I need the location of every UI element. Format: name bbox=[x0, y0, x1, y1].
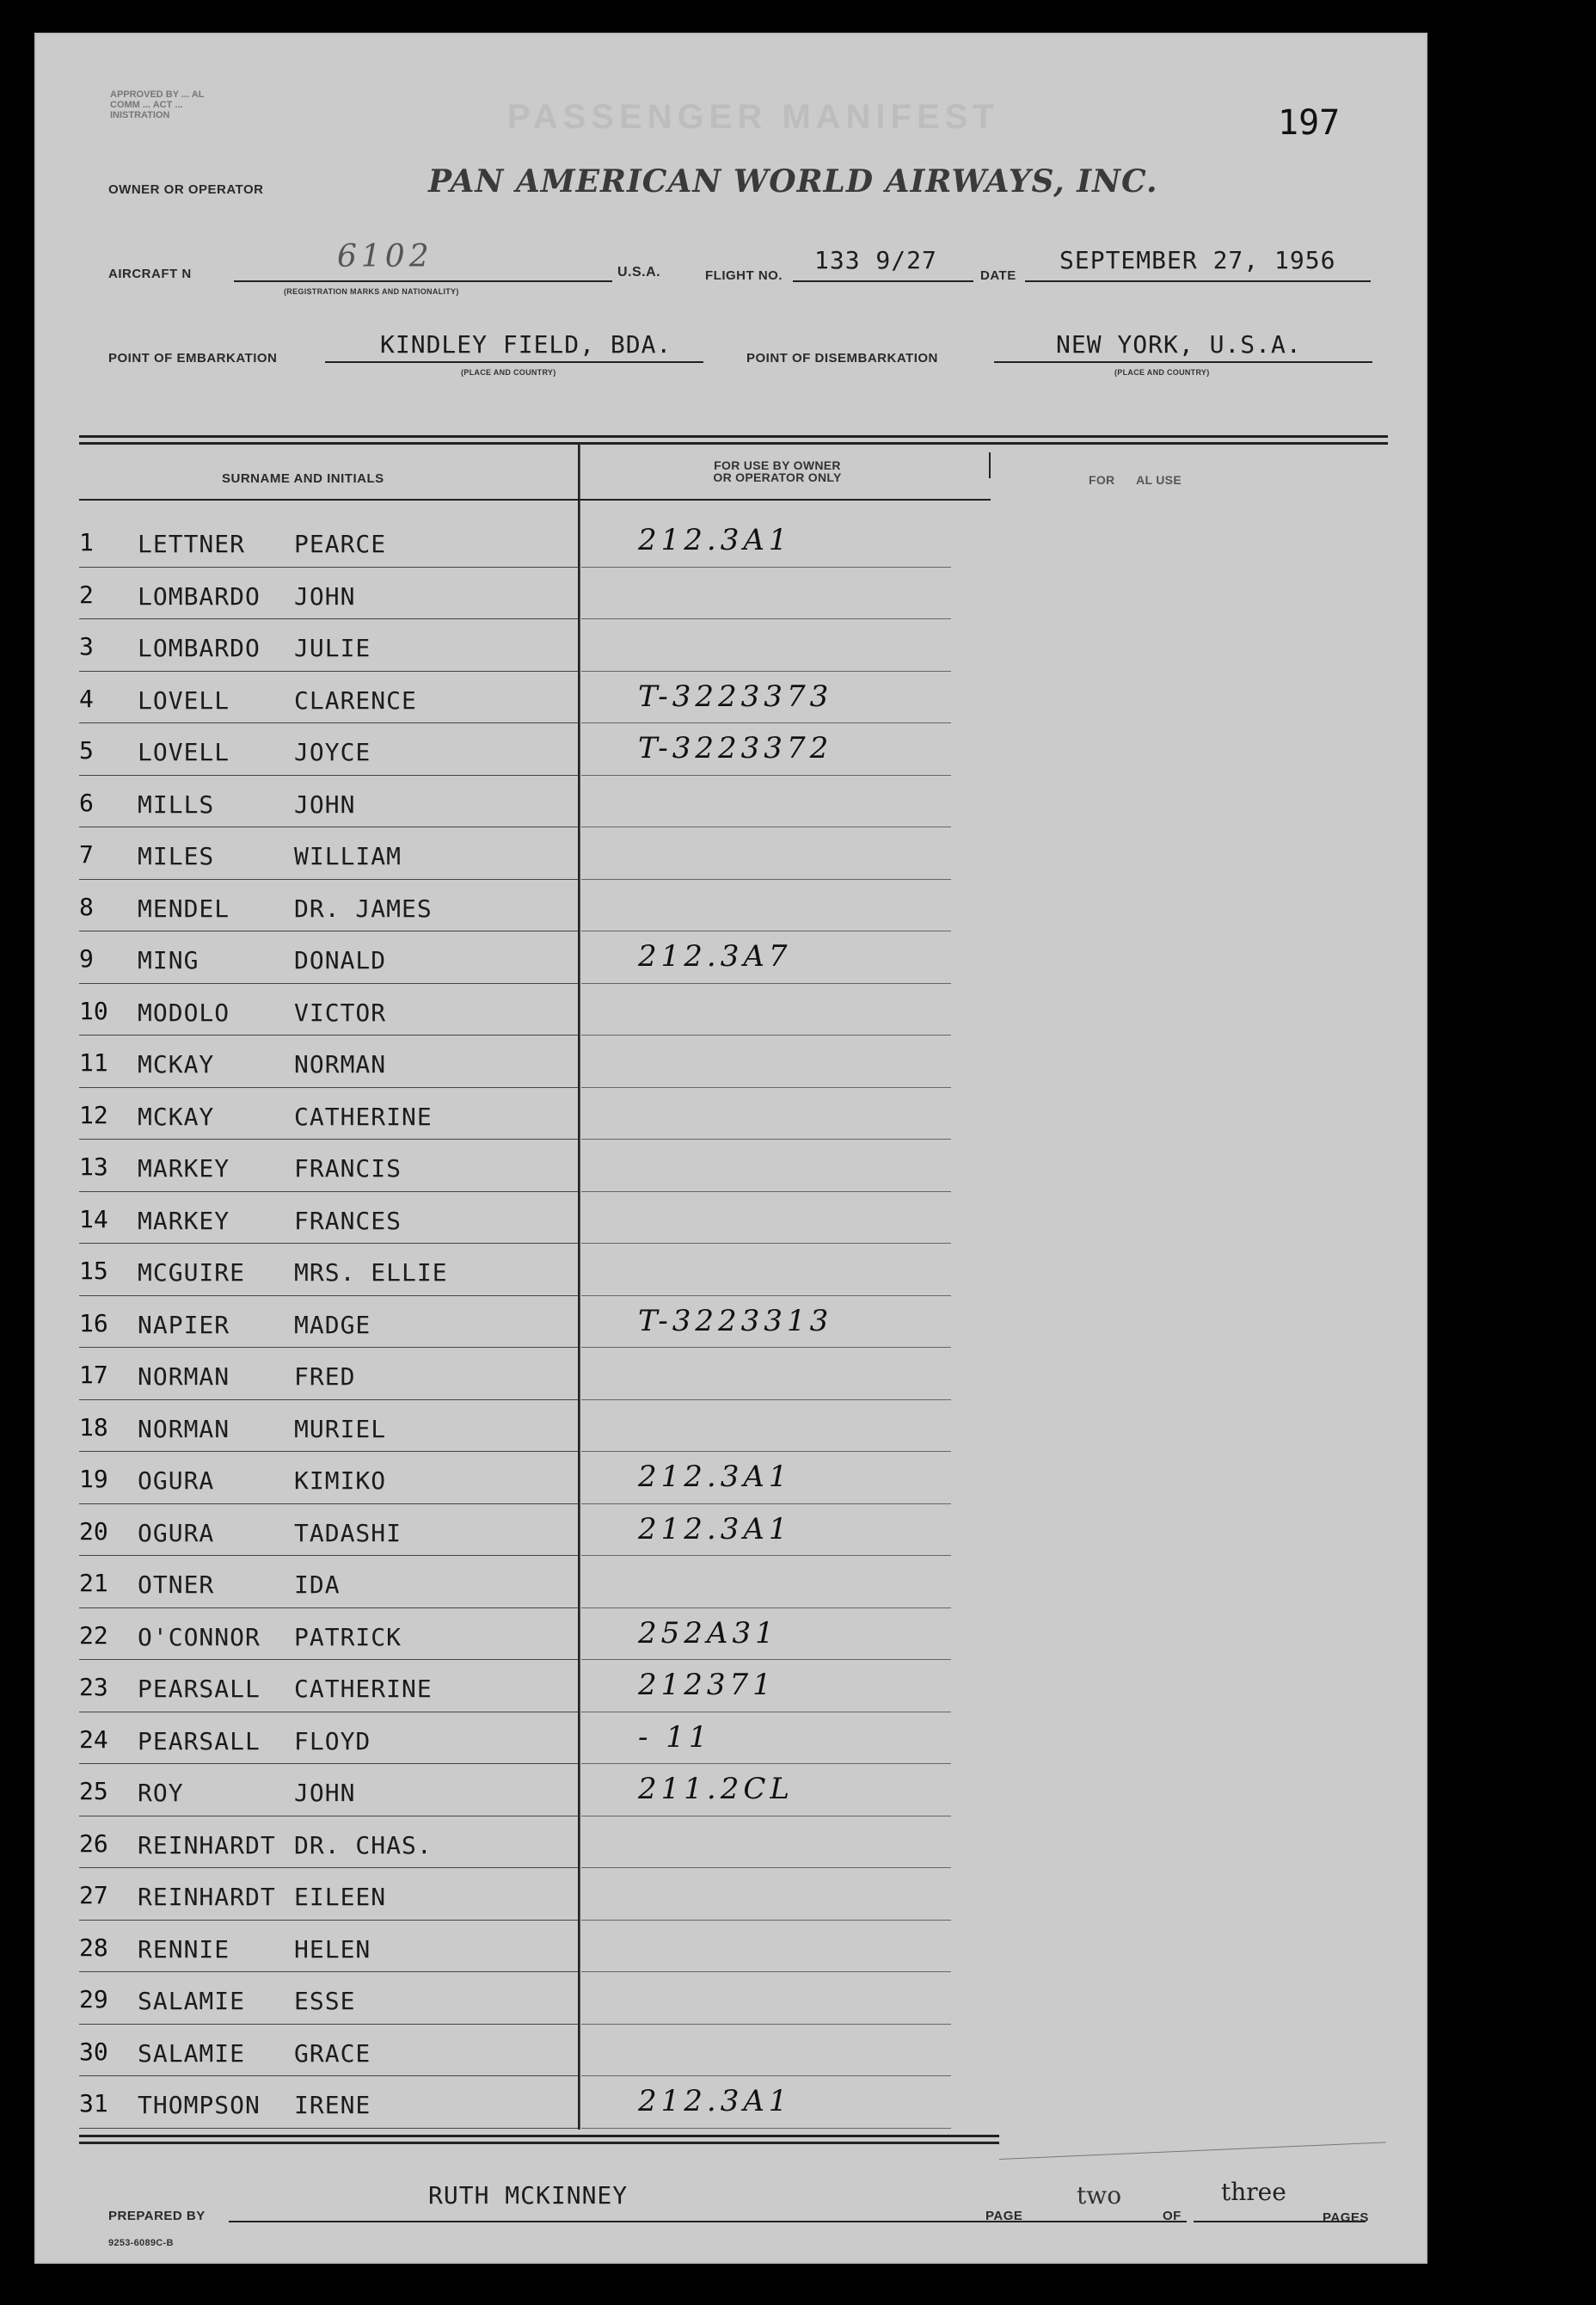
table-bottom-rule bbox=[79, 2135, 999, 2137]
passenger-surname: MCKAY bbox=[138, 1102, 215, 1131]
row-number: 20 bbox=[79, 1516, 108, 1546]
row-number: 4 bbox=[79, 684, 94, 713]
passenger-surname: LETTNER bbox=[138, 530, 246, 558]
date-label: DATE bbox=[980, 268, 1016, 283]
table-row bbox=[36, 1349, 982, 1401]
row-rule bbox=[79, 1243, 578, 1244]
passenger-surname: OGURA bbox=[138, 1518, 215, 1547]
row-rule bbox=[79, 1347, 578, 1348]
row-rule-owner bbox=[581, 1191, 951, 1192]
passenger-surname: O'CONNOR bbox=[138, 1622, 261, 1651]
row-rule-owner bbox=[581, 1243, 951, 1244]
table-row bbox=[36, 1921, 982, 1974]
passenger-given-name: WILLIAM bbox=[294, 842, 402, 870]
passenger-given-name: JOYCE bbox=[294, 738, 371, 766]
date-line bbox=[1025, 280, 1371, 282]
row-number: 11 bbox=[79, 1048, 108, 1077]
row-rule bbox=[79, 1035, 578, 1036]
row-number: 5 bbox=[79, 736, 94, 765]
row-number: 19 bbox=[79, 1465, 108, 1493]
passenger-surname: ROY bbox=[138, 1779, 184, 1807]
owner-use-code: 212.3A1 bbox=[638, 1460, 792, 1494]
owner-use-code: T-3223313 bbox=[638, 1303, 833, 1338]
embarkation-value: KINDLEY FIELD, BDA. bbox=[380, 330, 672, 359]
passenger-given-name: PATRICK bbox=[294, 1622, 402, 1651]
table-row bbox=[36, 1973, 982, 2025]
row-rule bbox=[79, 618, 578, 619]
row-number: 17 bbox=[79, 1361, 108, 1389]
row-number: 27 bbox=[79, 1881, 108, 1909]
diagonal-scrawl bbox=[999, 2142, 1386, 2160]
row-rule-owner bbox=[581, 1920, 951, 1921]
passenger-surname: SALAMIE bbox=[138, 1987, 246, 2015]
passenger-surname: NORMAN bbox=[138, 1362, 230, 1391]
column-header-owner-use: FOR USE BY OWNER OR OPERATOR ONLY bbox=[713, 458, 842, 484]
row-rule-owner bbox=[581, 2024, 951, 2025]
form-number: 9253-6089C-B bbox=[108, 2238, 174, 2248]
table-row bbox=[36, 516, 982, 569]
table-top-rule-2 bbox=[79, 442, 1388, 445]
owner-use-code: T-3223372 bbox=[638, 731, 833, 765]
passenger-surname: OTNER bbox=[138, 1570, 215, 1599]
owner-name: PAN AMERICAN WORLD AIRWAYS, INC. bbox=[428, 163, 1158, 200]
passenger-surname: LOMBARDO bbox=[138, 634, 261, 662]
table-row bbox=[36, 1036, 982, 1089]
table-row bbox=[36, 1869, 982, 1921]
passenger-given-name: MADGE bbox=[294, 1310, 371, 1339]
passenger-given-name: EILEEN bbox=[294, 1883, 387, 1911]
of-label: OF bbox=[1163, 2209, 1182, 2223]
row-number: 23 bbox=[79, 1673, 108, 1701]
row-rule-owner bbox=[581, 1295, 951, 1296]
owner-use-code: 212371 bbox=[638, 1668, 776, 1702]
row-number: 8 bbox=[79, 892, 94, 921]
row-rule bbox=[79, 1191, 578, 1192]
passenger-given-name: CATHERINE bbox=[294, 1102, 433, 1131]
passenger-surname: MILES bbox=[138, 842, 215, 870]
passenger-given-name: TADASHI bbox=[294, 1518, 402, 1547]
passenger-given-name: JOHN bbox=[294, 790, 356, 819]
row-rule bbox=[79, 1659, 578, 1660]
row-number: 18 bbox=[79, 1412, 108, 1441]
embarkation-sublabel: (PLACE AND COUNTRY) bbox=[461, 368, 556, 377]
row-rule-owner bbox=[581, 1555, 951, 1556]
row-number: 22 bbox=[79, 1620, 108, 1650]
row-rule bbox=[79, 1867, 578, 1868]
table-row bbox=[36, 1505, 982, 1558]
passenger-given-name: CLARENCE bbox=[294, 685, 417, 715]
table-row bbox=[36, 1140, 982, 1193]
owner-use-code: 212.3A1 bbox=[638, 523, 792, 557]
passenger-given-name: FRANCIS bbox=[294, 1154, 402, 1183]
table-row bbox=[36, 1557, 982, 1609]
table-row bbox=[36, 1297, 982, 1349]
passenger-surname: REINHARDT bbox=[138, 1830, 276, 1859]
row-rule bbox=[79, 1971, 578, 1972]
row-rule-owner bbox=[581, 1399, 951, 1400]
row-rule-owner bbox=[581, 1607, 951, 1608]
passenger-surname: SALAMIE bbox=[138, 2038, 246, 2068]
row-number: 9 bbox=[79, 944, 94, 973]
row-rule bbox=[79, 1763, 578, 1764]
row-rule-owner bbox=[581, 1035, 951, 1036]
row-number: 3 bbox=[79, 632, 94, 661]
passenger-given-name: MURIEL bbox=[294, 1414, 387, 1443]
row-number: 12 bbox=[79, 1100, 108, 1129]
aircraft-sublabel: (REGISTRATION MARKS AND NATIONALITY) bbox=[284, 287, 459, 296]
disembarkation-value: NEW YORK, U.S.A. bbox=[1056, 330, 1302, 359]
embarkation-label: POINT OF EMBARKATION bbox=[108, 351, 278, 366]
row-rule bbox=[79, 1295, 578, 1296]
passenger-surname: MARKEY bbox=[138, 1206, 230, 1235]
flight-line bbox=[793, 280, 973, 282]
row-rule bbox=[79, 1607, 578, 1608]
approval-stamp: APPROVED BY ... AL COMM ... ACT ... INISTRATION bbox=[110, 89, 205, 120]
row-number: 7 bbox=[79, 840, 94, 869]
passenger-surname: LOMBARDO bbox=[138, 581, 261, 611]
row-rule-owner bbox=[581, 2128, 951, 2129]
owner-use-code: 212.3A1 bbox=[638, 1511, 792, 1546]
manifest-sheet bbox=[34, 33, 1427, 2264]
row-rule bbox=[79, 2075, 578, 2076]
row-rule bbox=[79, 2128, 578, 2129]
table-row bbox=[36, 1401, 982, 1454]
row-rule bbox=[79, 2024, 578, 2025]
passenger-given-name: DR. JAMES bbox=[294, 894, 433, 923]
passenger-given-name: JOHN bbox=[294, 1779, 356, 1807]
row-rule-owner bbox=[581, 618, 951, 619]
passenger-given-name: FRANCES bbox=[294, 1206, 402, 1235]
prepared-by-line bbox=[229, 2221, 1027, 2222]
row-number: 24 bbox=[79, 1724, 108, 1754]
passenger-surname: LOVELL bbox=[138, 738, 230, 766]
passenger-surname: MARKEY bbox=[138, 1154, 230, 1183]
table-row bbox=[36, 1713, 982, 1766]
row-rule bbox=[79, 1399, 578, 1400]
table-row bbox=[36, 932, 982, 985]
disembarkation-sublabel: (PLACE AND COUNTRY) bbox=[1114, 368, 1210, 377]
row-number: 28 bbox=[79, 1933, 108, 1962]
row-rule bbox=[79, 1139, 578, 1140]
table-row bbox=[36, 985, 982, 1037]
page-label: PAGE bbox=[985, 2209, 1023, 2223]
passenger-surname: REINHARDT bbox=[138, 1883, 276, 1911]
form-title: PASSENGER MANIFEST bbox=[507, 98, 999, 136]
owner-use-code: - 11 bbox=[638, 1719, 712, 1755]
owner-use-code: 212.3A1 bbox=[638, 2084, 792, 2118]
table-row bbox=[36, 1609, 982, 1662]
passenger-surname: MILLS bbox=[138, 790, 215, 819]
row-rule-owner bbox=[581, 879, 951, 880]
row-rule bbox=[79, 1555, 578, 1556]
row-rule bbox=[79, 567, 578, 568]
page-value: two bbox=[1077, 2181, 1122, 2210]
row-rule bbox=[79, 1503, 578, 1504]
column-divider-2 bbox=[989, 452, 991, 478]
total-pages-value: three bbox=[1221, 2178, 1286, 2206]
column-header-surname: SURNAME AND INITIALS bbox=[222, 471, 384, 486]
row-number: 10 bbox=[79, 996, 108, 1025]
passenger-surname: MCKAY bbox=[138, 1050, 215, 1079]
table-row bbox=[36, 1765, 982, 1817]
row-rule-owner bbox=[581, 1971, 951, 1972]
row-rule-owner bbox=[581, 1139, 951, 1140]
row-number: 29 bbox=[79, 1985, 108, 2013]
passenger-given-name: PEARCE bbox=[294, 530, 387, 558]
passenger-surname: NORMAN bbox=[138, 1414, 230, 1443]
passenger-surname: MCGUIRE bbox=[138, 1258, 246, 1287]
table-row bbox=[36, 1193, 982, 1245]
passenger-given-name: IRENE bbox=[294, 2091, 371, 2119]
owner-use-code: 252A31 bbox=[638, 1615, 778, 1650]
pages-label: PAGES bbox=[1323, 2210, 1369, 2225]
table-row bbox=[36, 620, 982, 673]
passenger-given-name: NORMAN bbox=[294, 1050, 387, 1079]
row-rule bbox=[79, 1920, 578, 1921]
passenger-surname: MING bbox=[138, 946, 200, 974]
row-rule-owner bbox=[581, 567, 951, 568]
passenger-given-name: JULIE bbox=[294, 634, 371, 662]
passenger-given-name: JOHN bbox=[294, 581, 356, 611]
row-number: 2 bbox=[79, 580, 94, 609]
row-rule-owner bbox=[581, 1763, 951, 1764]
date-value: SEPTEMBER 27, 1956 bbox=[1059, 246, 1336, 274]
flight-label: FLIGHT NO. bbox=[705, 268, 783, 283]
passenger-given-name: MRS. ELLIE bbox=[294, 1258, 448, 1287]
row-number: 6 bbox=[79, 788, 94, 817]
table-row bbox=[36, 1089, 982, 1141]
row-rule-owner bbox=[581, 1503, 951, 1504]
header-underline bbox=[79, 499, 991, 501]
passenger-given-name: CATHERINE bbox=[294, 1675, 433, 1703]
row-rule bbox=[79, 879, 578, 880]
passenger-surname: PEARSALL bbox=[138, 1726, 261, 1755]
disembarkation-line bbox=[994, 361, 1372, 363]
passenger-surname: MODOLO bbox=[138, 998, 230, 1027]
row-rule bbox=[79, 722, 578, 723]
passenger-given-name: VICTOR bbox=[294, 998, 387, 1027]
table-row bbox=[36, 1453, 982, 1505]
owner-label: OWNER OR OPERATOR bbox=[108, 182, 264, 197]
prepared-by-label: PREPARED BY bbox=[108, 2209, 206, 2223]
owner-use-code: T-3223373 bbox=[638, 679, 833, 714]
row-number: 1 bbox=[79, 528, 94, 556]
table-row bbox=[36, 569, 982, 621]
passenger-given-name: FRED bbox=[294, 1362, 356, 1391]
prepared-by-value: RUTH MCKINNEY bbox=[428, 2181, 629, 2210]
passenger-surname: RENNIE bbox=[138, 1934, 230, 1964]
table-row bbox=[36, 673, 982, 725]
row-number: 13 bbox=[79, 1152, 108, 1181]
passenger-given-name: GRACE bbox=[294, 2038, 371, 2068]
flight-value: 133 9/27 bbox=[814, 246, 937, 274]
table-row bbox=[36, 2025, 982, 2078]
passenger-given-name: IDA bbox=[294, 1570, 341, 1599]
passenger-given-name: DONALD bbox=[294, 946, 387, 974]
row-rule bbox=[79, 1451, 578, 1452]
passenger-surname: LOVELL bbox=[138, 685, 230, 715]
row-number: 31 bbox=[79, 2089, 108, 2118]
embarkation-line bbox=[325, 361, 703, 363]
row-rule-owner bbox=[581, 1347, 951, 1348]
table-row bbox=[36, 828, 982, 881]
row-rule-owner bbox=[581, 671, 951, 672]
table-row bbox=[36, 2077, 982, 2130]
passenger-given-name: ESSE bbox=[294, 1987, 356, 2015]
owner-use-code: 212.3A7 bbox=[638, 939, 792, 974]
row-rule bbox=[79, 671, 578, 672]
passenger-surname: THOMPSON bbox=[138, 2091, 261, 2119]
passenger-given-name: DR. CHAS. bbox=[294, 1830, 433, 1859]
row-rule-owner bbox=[581, 1087, 951, 1088]
row-number: 15 bbox=[79, 1257, 108, 1285]
row-rule bbox=[79, 1087, 578, 1088]
table-bottom-rule-2 bbox=[79, 2142, 999, 2144]
row-rule-owner bbox=[581, 1659, 951, 1660]
table-top-rule bbox=[79, 435, 1388, 438]
page-number: 197 bbox=[1278, 103, 1341, 143]
row-rule-owner bbox=[581, 1867, 951, 1868]
column-header-official-use: FOR AL USE bbox=[1089, 473, 1182, 487]
owner-use-code: 211.2CL bbox=[638, 1772, 794, 1806]
passenger-surname: MENDEL bbox=[138, 894, 230, 923]
disembarkation-label: POINT OF DISEMBARKATION bbox=[746, 351, 938, 366]
row-number: 14 bbox=[79, 1204, 108, 1233]
usa-label: U.S.A. bbox=[617, 265, 661, 280]
row-rule-owner bbox=[581, 1451, 951, 1452]
passenger-given-name: KIMIKO bbox=[294, 1466, 387, 1495]
aircraft-line bbox=[234, 280, 612, 282]
row-rule-owner bbox=[581, 722, 951, 723]
passenger-surname: PEARSALL bbox=[138, 1675, 261, 1703]
passenger-given-name: FLOYD bbox=[294, 1726, 371, 1755]
table-row bbox=[36, 724, 982, 777]
row-rule-owner bbox=[581, 775, 951, 776]
table-row bbox=[36, 777, 982, 829]
passenger-given-name: HELEN bbox=[294, 1934, 371, 1964]
row-number: 26 bbox=[79, 1829, 108, 1858]
table-row bbox=[36, 1245, 982, 1297]
table-row bbox=[36, 881, 982, 933]
table-row bbox=[36, 1817, 982, 1870]
row-number: 21 bbox=[79, 1569, 108, 1597]
row-number: 16 bbox=[79, 1308, 108, 1337]
row-rule-owner bbox=[581, 983, 951, 984]
row-rule bbox=[79, 775, 578, 776]
aircraft-label: AIRCRAFT N bbox=[108, 267, 192, 281]
aircraft-value: 6102 bbox=[337, 239, 433, 274]
passenger-surname: OGURA bbox=[138, 1466, 215, 1495]
row-rule bbox=[79, 983, 578, 984]
row-number: 25 bbox=[79, 1777, 108, 1805]
passenger-surname: NAPIER bbox=[138, 1310, 230, 1339]
row-rule-owner bbox=[581, 2075, 951, 2076]
table-row bbox=[36, 1661, 982, 1713]
row-number: 30 bbox=[79, 2037, 108, 2066]
